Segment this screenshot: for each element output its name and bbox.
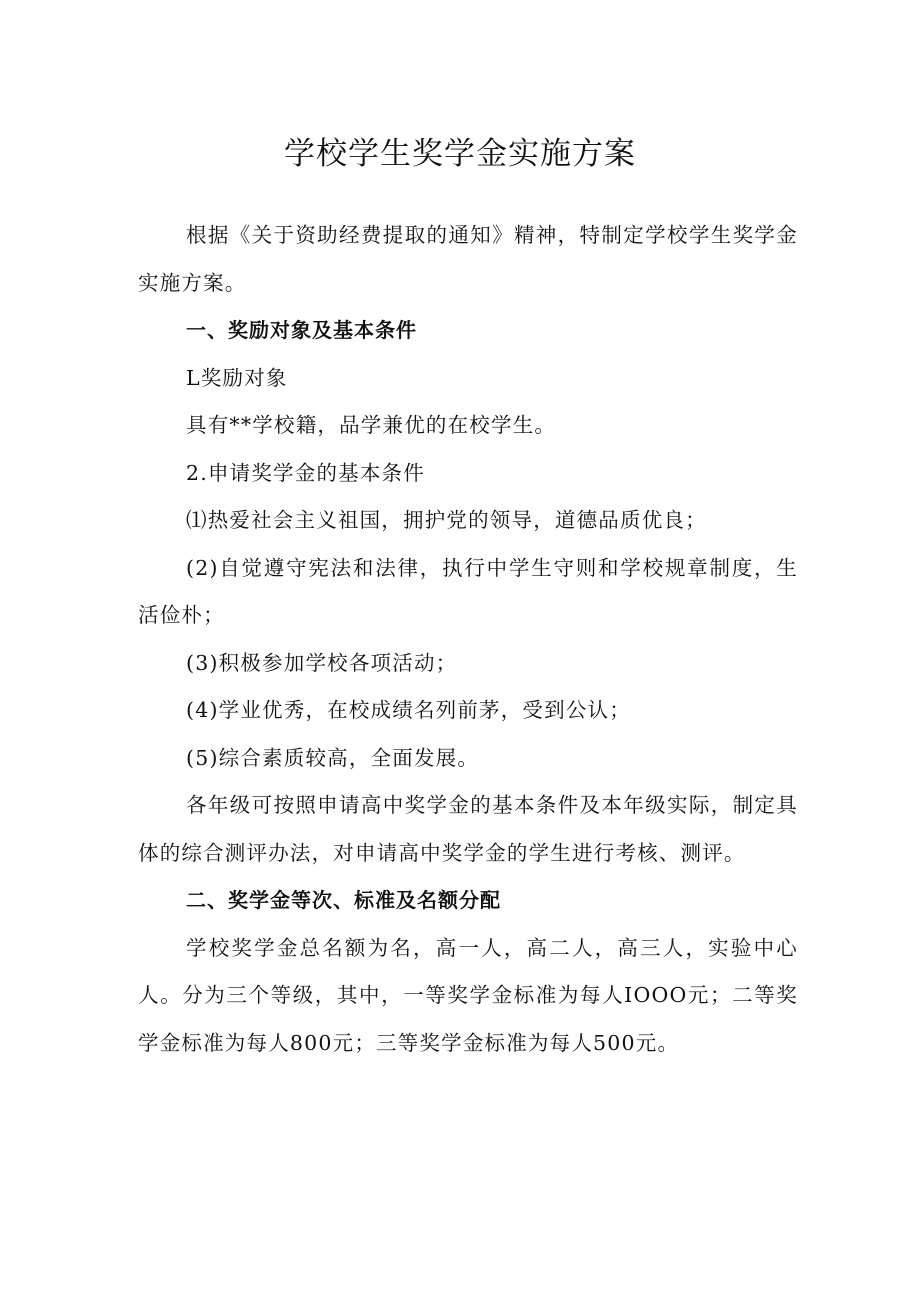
condition-item-2: (2)自觉遵守宪法和法律，执行中学生守则和学校规章制度，生活俭朴； — [138, 555, 798, 627]
section-heading-2: 二、奖学金等次、标准及名额分配 — [186, 888, 501, 912]
condition-item-4: (4)学业优秀，在校成绩名列前茅，受到公认； — [186, 698, 631, 722]
document-title: 学校学生奖学金实施方案 — [284, 136, 636, 172]
paragraph-quota-standards: 学校奖学金总名额为名，高一人，高二人，高三人，实验中心人。分为三个等级，其中，一等奖学金标准为每人IOOO元；二等奖学金标准为每人800元；三等奖学金标准为每人500元。 — [138, 935, 798, 1055]
intro-paragraph: 根据《关于资助经费提取的通知》精神，特制定学校学生奖学金实施方案。 — [138, 223, 798, 295]
paragraph-grade-evaluation: 各年级可按照申请高中奖学金的基本条件及本年级实际，制定具体的综合测评办法，对申请高中奖学金的学生进行考核、测评。 — [138, 793, 798, 865]
condition-item-1: ⑴热爱社会主义祖国，拥护党的领导，道德品质优良； — [186, 508, 707, 532]
paragraph-eligibility: 具有**学校籍，品学兼优的在校学生。 — [186, 413, 557, 437]
section-heading-1: 一、奖励对象及基本条件 — [186, 318, 417, 342]
subsection-heading-2: 2.申请奖学金的基本条件 — [186, 460, 425, 485]
document-body — [138, 212, 798, 1067]
subsection-heading-1: L奖励对象 — [186, 365, 288, 390]
condition-item-3: (3)积极参加学校各项活动； — [186, 650, 458, 675]
condition-item-5: (5)综合素质较高，全面发展。 — [186, 745, 480, 770]
